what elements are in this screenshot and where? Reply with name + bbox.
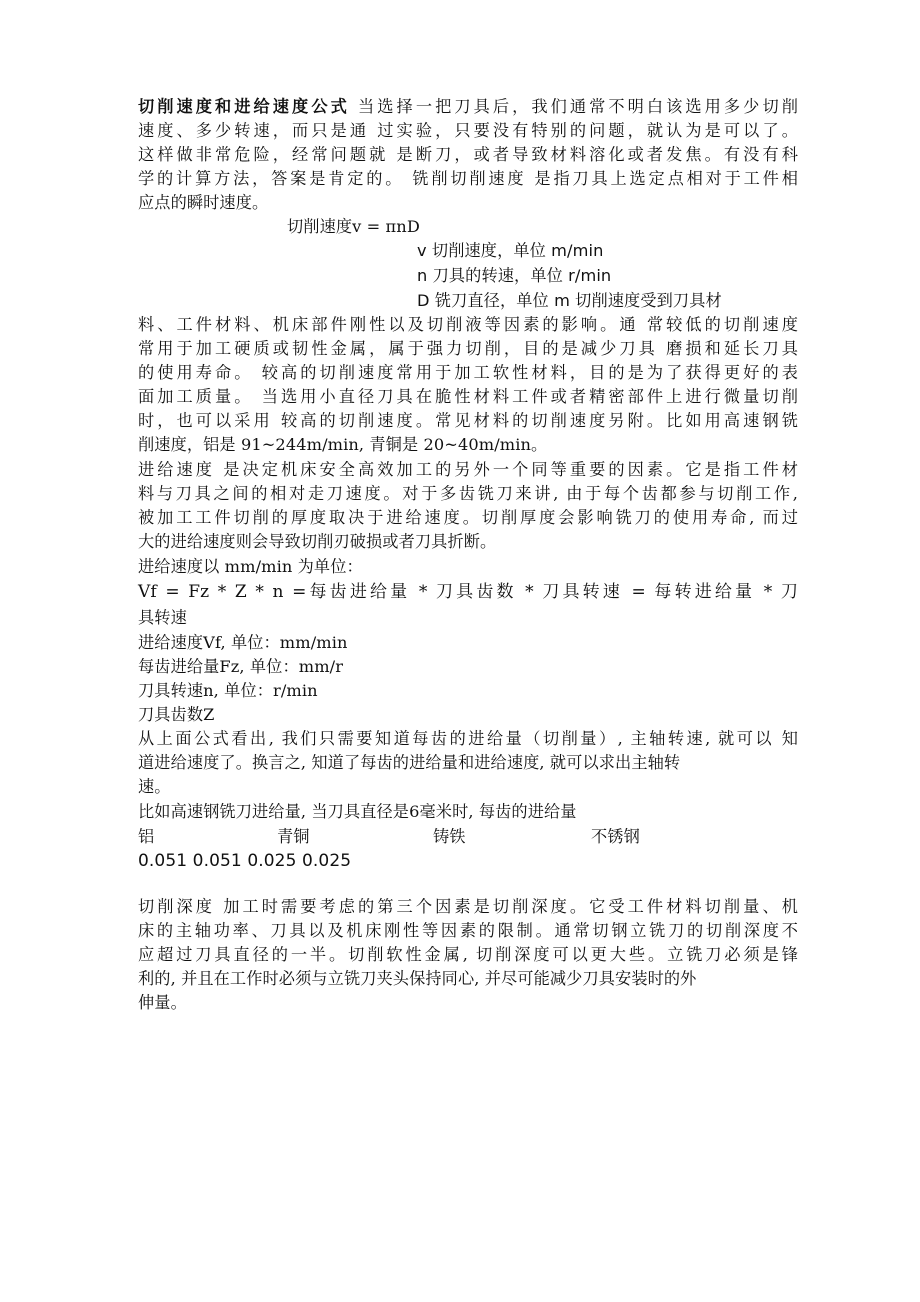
cutting-body-line-4: 面加工质量。 当选用小直径刀具在脆性材料工件或者精密部件上进行微量切削 [138, 387, 798, 406]
intro-line-1 [138, 95, 798, 119]
table-header-cast-iron: 铸铁 [433, 827, 466, 846]
def-z: 刀具齿数Z [138, 705, 215, 724]
feed-formula-line-1: Vf = Fz * Z * n =每齿进给量 * 刀具齿数 * 刀具转速 = 每转进给量 * 刀 [138, 582, 798, 602]
depth-line-1: 切削深度 加工时需要考虑的第三个因素是切削深度。它受工件材料切削量、机 [138, 897, 798, 916]
intro-line-5: 应点的瞬时速度。 [138, 193, 269, 212]
depth-line-4: 利的, 并且在工作时必须与立铣刀夹头保持同心, 并尽可能减少刀具安装时的外 [138, 969, 697, 988]
conclusion-line-1: 从上面公式看出, 我们只需要知道每齿的进给量（切削量）, 主轴转速, 就可以 知 [138, 729, 798, 748]
def-n: 刀具转速n, 单位：r/min [138, 681, 318, 700]
intro-line-2: 速度、多少转速，而只是通 过实验，只要没有特别的问题，就认为是可以了。 [138, 121, 798, 140]
feed-line-2: 料与刀具之间的相对走刀速度。对于多齿铣刀来讲, 由于每个齿都参与切削工作, [138, 484, 798, 503]
table-header-bronze: 青铜 [277, 827, 310, 846]
feed-line-3: 被加工工件切削的厚度取决于进给速度。切削厚度会影响铣刀的使用寿命, 而过 [138, 508, 798, 527]
cutting-body-line-1: 料、工件材料、机床部件刚性以及切削液等因素的影响。通 常较低的切削速度 [138, 315, 798, 334]
d-definition: D 铣刀直径，单位 m 切削速度受到刀具材 [417, 291, 722, 310]
feed-unit-line: 进给速度以 mm/min 为单位： [138, 557, 363, 576]
feed-formula-line-2: 具转速 [138, 608, 187, 627]
example-line: 比如高速钢铣刀进给量, 当刀具直径是6毫米时, 每齿的进给量 [138, 802, 577, 821]
depth-line-5: 伸量。 [138, 993, 187, 1012]
table-header-aluminum: 铝 [138, 827, 155, 846]
def-fz: 每齿进给量Fz, 单位：mm/r [138, 657, 344, 676]
table-header-stainless-steel: 不锈钢 [591, 827, 640, 846]
v-definition: v 切削速度，单位 m/min [417, 241, 604, 260]
cutting-body-line-2: 常用于加工硬质或韧性金属，属于强力切削，目的是减少刀具 磨损和延长刀具 [138, 339, 798, 358]
depth-line-3: 应超过刀具直径的一半。切削软性金属, 切削深度可以更大些。立铣刀必须是锋 [138, 945, 798, 964]
intro-line-3: 这样做非常危险，经常问题就 是断刀，或者导致材料溶化或者发焦。有没有科 [138, 145, 798, 164]
feed-line-4: 大的进给速度则会导致切削刃破损或者刀具折断。 [138, 532, 497, 551]
cutting-speed-formula: 切削速度v = πnD [287, 217, 420, 236]
cutting-body-line-5: 时，也可以采用 较高的切削速度。常见材料的切削速度另附。比如用高速钢铣 [138, 411, 798, 430]
conclusion-line-3: 速。 [138, 777, 171, 796]
intro-line-1-text: 当选择一把刀具后，我们通常不明白该选用多少切削 [349, 97, 798, 116]
table-values: 0.051 0.051 0.025 0.025 [138, 851, 352, 871]
n-definition: n 刀具的转速，单位 r/min [417, 266, 612, 285]
intro-line-4: 学的计算方法，答案是肯定的。 铣削切削速度 是指刀具上选定点相对于工件相 [138, 169, 798, 188]
conclusion-line-2: 道进给速度了。换言之, 知道了每齿的进给量和进给速度, 就可以求出主轴转 [138, 753, 681, 772]
feed-line-1: 进给速度 是决定机床安全高效加工的另外一个同等重要的因素。它是指工件材 [138, 460, 798, 479]
def-vf: 进给速度Vf, 单位：mm/min [138, 633, 348, 652]
doc-title: 切削速度和进给速度公式 [138, 97, 350, 116]
cutting-body-line-6: 削速度，铝是 91~244m/min, 青铜是 20~40m/min。 [138, 435, 548, 454]
depth-line-2: 床的主轴功率、刀具以及机床刚性等因素的限制。通常切钢立铣刀的切削深度不 [138, 921, 798, 940]
cutting-body-line-3: 的使用寿命。 较高的切削速度常用于加工软性材料，目的是为了获得更好的表 [138, 363, 798, 382]
